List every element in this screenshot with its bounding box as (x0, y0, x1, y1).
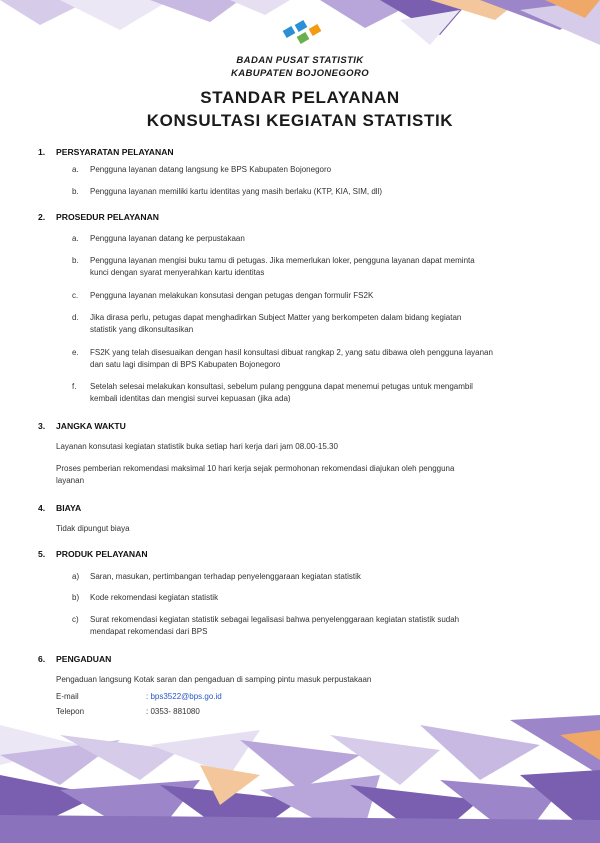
list-item: a. Pengguna layanan datang ke perpustakaan (72, 234, 245, 243)
doc-title-line2: KONSULTASI KEGIATAN STATISTIK (146, 111, 454, 130)
list-item: a. Pengguna layanan datang langsung ke BPS Kabupaten Bojonegoro (72, 165, 332, 174)
list-item: c) Surat rekomendasi kegiatan statistik sebagai legalisasi bahwa penyelenggaraan kegiatan statistik sudah mendapat rekomendasi dari BPS (72, 615, 460, 636)
list-item: c. Pengguna layanan melakukan konsutasi dengan petugas dengan formulir FS2K (72, 291, 374, 300)
section-heading-5: 5. PRODUK PELAYANAN (38, 549, 148, 559)
paragraph: Pengaduan langsung Kotak saran dan pengaduan di samping pintu masuk perpustakaan (56, 675, 372, 684)
section-heading-4: 4. BIAYA (38, 503, 82, 513)
bps-logo (280, 18, 324, 52)
list-item: b. Pengguna layanan mengisi buku tamu di petugas. Jika memerlukan loker, pengguna layanan dapat meminta kunci dengan syarat menyerahkan kartu identitas (72, 256, 475, 277)
org-name: BADAN PUSAT STATISTIK (236, 55, 364, 66)
list-item: f. Setelah selesai melakukan konsultasi, sebelum pulang pengguna dapat menemui petugas untuk mengambil kembali identitas dan mengisi survei kepuasan (jika ada) (72, 382, 473, 403)
list-item: d. Jika dirasa perlu, petugas dapat menghadirkan Subject Matter yang berkompeten dalam bidang kegiatan statistik yang dikonsultasikan (72, 313, 462, 334)
org-region: KABUPATEN BOJONEGORO (230, 68, 370, 79)
phone-value: : 0353- 881080 (146, 707, 200, 716)
paragraph: Tidak dipungut biaya (56, 524, 130, 533)
bottom-decoration (0, 705, 600, 843)
section-heading-6: 6. PENGADUAN (38, 654, 112, 664)
list-item: b. Pengguna layanan memiliki kartu identitas yang masih berlaku (KTP, KIA, SIM, dll) (72, 187, 382, 196)
section-heading-2: 2. PROSEDUR PELAYANAN (38, 212, 159, 222)
list-item: e. FS2K yang telah disesuaikan dengan hasil konsultasi dibuat rangkap 2, yang satu dibawa oleh pengguna layanan dan satu lagi disimpan di BPS Kabupaten Bojonegoro (72, 348, 493, 369)
list-item: a) Saran, masukan, pertimbangan terhadap penyelenggaraan kegiatan statistik (72, 572, 361, 581)
section-heading-3: 3. JANGKA WAKTU (38, 421, 126, 431)
doc-title-line1: STANDAR PELAYANAN (200, 88, 400, 107)
email-link[interactable]: : bps3522@bps.go.id (146, 692, 222, 701)
phone-label: Telepon (56, 707, 85, 716)
paragraph: Layanan konsutasi kegiatan statistik buka setiap hari kerja dari jam 08.00-15.30 (56, 442, 338, 451)
paragraph: Proses pemberian rekomendasi maksimal 10 hari kerja sejak permohonan rekomendasi diajukan oleh pengguna layanan (56, 464, 455, 485)
section-heading-1: 1. PERSYARATAN PELAYANAN (38, 147, 174, 157)
list-item: b) Kode rekomendasi kegiatan statistik (72, 593, 219, 602)
email-label: E-mail (56, 692, 79, 701)
